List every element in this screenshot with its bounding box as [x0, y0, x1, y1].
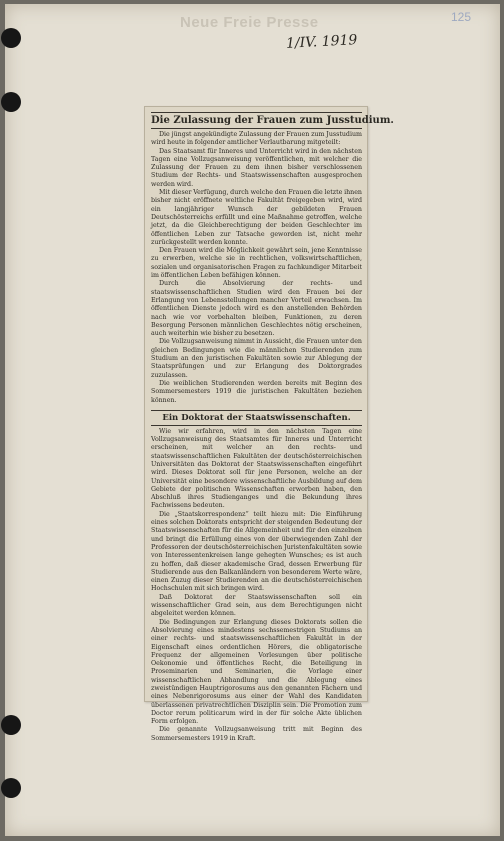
page-number: 125 [451, 10, 472, 24]
article1-paragraph: Durch die Absolvierung der rechts- und staatswissenschaftlichen Studien wird den Frauen bei der Erlangung von Lebensstellungen mancher Vorteil erwachsen. Im öffentlichen Dienste jedoch wird es den anstellenden Behörden nach wie vor vorbehalten bleiben, Funktionen, zu deren Besorgung Personen männlichen Geschlechtes nötig erscheinen, auch weiterhin wie bisher zu besetzen. [151, 280, 362, 338]
title-rule [151, 425, 362, 426]
handwritten-date: 1/IV. 1919 [285, 32, 358, 52]
article2-paragraph: Die Bedingungen zur Erlangung dieses Doktorats sollen die Absolvierung eines mindestens sechssemestrigen Studiums an einer rechts- und staatswissenschaftlichen Fakultät in der Eigenschaft eines ordentlichen Hörers, die obligatorische Frequenz der allgemeinen Vorlesungen über politische Oekonomie und öffentliches Recht, die Beteiligung in Proseminarien und Seminarien, die Vorlage einer wissenschaftlichen Abhandlung und die Ablegung eines zweistündigen Hauptrigorosums aus den genannten Fächern und eines Nebenrigorosums aus einer der Wahl des Kandidaten überlassenen privatrechtlichen Disziplin sein. Die Promotion zum Doctor rerum politicarum wird in der für solche Akte üblichen Form erfolgen. [151, 618, 362, 726]
article2-title: Ein Doktorat der Staatswissenschaften. [162, 412, 351, 423]
article2-paragraph: Die genannte Vollzugsanweisung tritt mit Beginn des Sommersemesters 1919 in Kraft. [151, 726, 362, 742]
title-rule [151, 128, 362, 129]
article2-paragraph: Die „Staatskorrespondenz“ teilt hiezu mit: Die Einführung eines solchen Doktorats entspricht der steigenden Bedeutung der Staatswissenschaften für die Allgemeinheit und für den einzelnen und bringt die Erfüllung eines von der überwiegenden Zahl der Professoren der deutschösterreichischen Juristenfakultäten sowie von Interessentenkreisen lange gehegten Wunsches; es ist auch zu hoffen, daß dieser akademische Grad, dessen Erwerbung für Studierende aus den Balkanländern von besonderem Werte wäre, einen Zuzug dieser Studierenden an die deutschösterreichischen Hochschulen mit sich bringen wird. [151, 510, 362, 593]
section-rule [151, 410, 362, 411]
article1-paragraph: Das Staatsamt für Inneres und Unterricht wird in den nächsten Tagen eine Vollzugsanweisung veröffentlichen, mit welcher die Zulassung der Frauen zu dem ihnen bisher verschlossenen Studium der Rechts- und Staatswissenschaften ausgesprochen werden wird. [151, 147, 362, 188]
article1-paragraph: Die Vollzugsanweisung nimmt in Aussicht, die Frauen unter den gleichen Bedingungen wie die männlichen Studierenden zum Studium an den juristischen Fakultäten sowie zur Ablegung der Staatsprüfungen und zur Erlangung des Doktorgrades zuzulassen. [151, 338, 362, 379]
punch-hole [1, 715, 21, 735]
article1-paragraph: Die jüngst angekündigte Zulassung der Frauen zum Jusstudium wird heute in folgender amtlicher Verlautbarung mitgeteilt: [151, 131, 362, 147]
punch-hole [1, 28, 21, 48]
article2-paragraph: Wie wir erfahren, wird in den nächsten Tagen eine Vollzugsanweisung des Staatsamtes für Inneres und Unterricht erscheinen, mit welcher an den rechts- und staatswissenschaftlichen Fakultäten der deutschösterreichischen Universitäten das Doktorat der Staatswissenschaften eingeführt wird. Dieses Doktorat soll für jene Personen, welche an der Universität eine besondere wissenschaftliche Ausbildung auf dem Gebiete der politischen Wissenschaften erworben haben, den Abschluß ihres Studienganges und die Bekundung ihres Fachwissens bedeuten. [151, 427, 362, 510]
newspaper-clipping [144, 106, 394, 742]
article2-paragraph: Daß Doktorat der Staatswissenschaften soll ein wissenschaftlicher Grad sein, aus dem Berechtigungen nicht abgeleitet werden können. [151, 593, 362, 618]
punch-hole [1, 778, 21, 798]
newspaper-stamp: Neue Freie Presse [180, 14, 319, 31]
article1-paragraph: Die weiblichen Studierenden werden bereits mit Beginn des Sommersemesters 1919 die juristischen Fakultäten beziehen können. [151, 379, 362, 404]
punch-hole [1, 92, 21, 112]
article1-title: Die Zulassung der Frauen zum Jusstudium. [151, 115, 394, 126]
top-rule [151, 112, 362, 113]
article1-paragraph: Den Frauen wird die Möglichkeit gewährt sein, jene Kenntnisse zu erwerben, welche sie in rechtlichen, volkswirtschaftlichen, sozialen und organisatorischen Fragen zu fachkundiger Mitarbeit im öffentlichen Leben befähigen können. [151, 247, 362, 280]
document-sheet [5, 4, 500, 836]
article1-paragraph: Mit dieser Verfügung, durch welche den Frauen die letzte ihnen bisher nicht eröffnete weltliche Fakultät freigegeben wird, wird ein langjähriger Wunsch der gebildeten Frauen Deutschösterreichs erfüllt und eine Maßnahme getroffen, welche jetzt, da die Gleichberechtigung der beiden Geschlechter im öffentlichen Leben zur Tatsache geworden ist, nicht mehr zurückgestellt werden konnte. [151, 189, 362, 246]
